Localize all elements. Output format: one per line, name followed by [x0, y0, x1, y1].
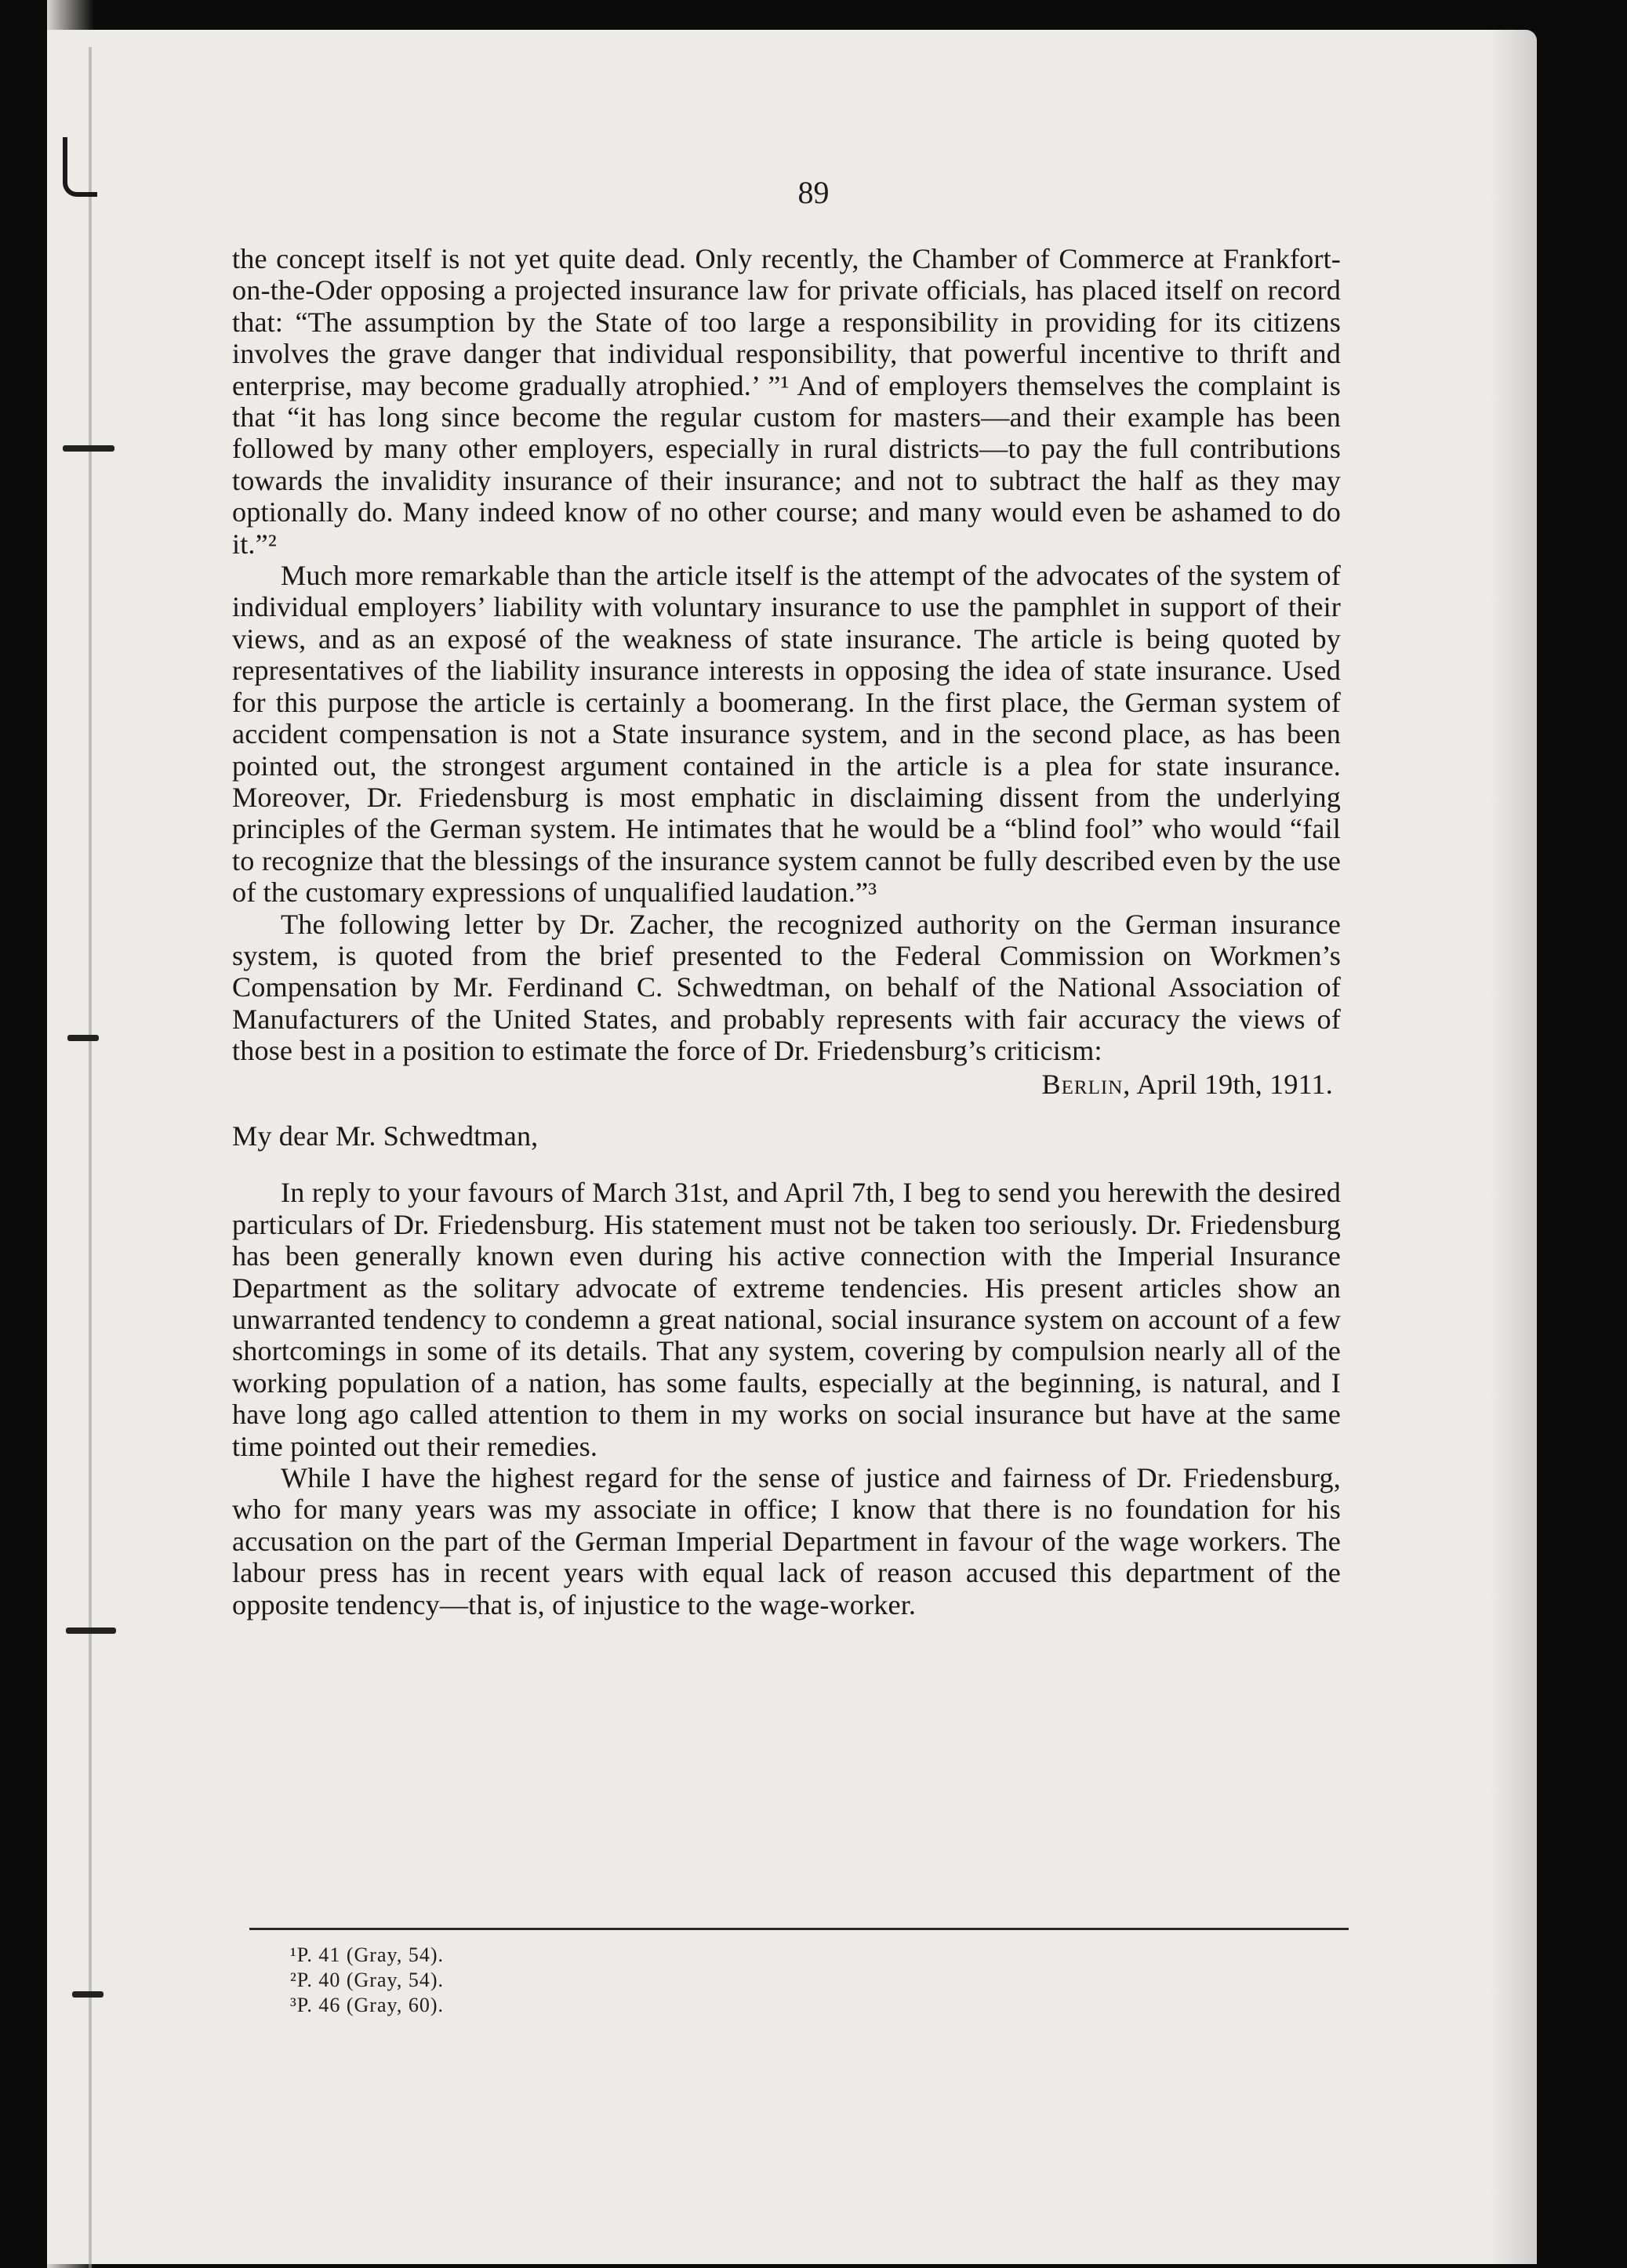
- body-text: [232, 243, 1341, 1620]
- paragraph: Much more remarkable than the article itself is the attempt of the advocates of the system of individual employers’ liability with voluntary insurance to use the pamphlet in support of their views, and as an exposé of the weakness of state insurance. The article is being quoted by representatives of the liability insurance interests in opposing the idea of state insurance. Used for this purpose the article is certainly a boomerang. In the first place, the German system of accident compensation is not a State insurance system, and in the second place, as has been pointed out, the strongest argument contained in the article is a plea for state insurance. Moreover, Dr. Friedensburg is most emphatic in disclaiming dissent from the underlying principles of the German system. He intimates that he would be a “blind fool” who would “fail to recognize that the blessings of the insurance system cannot be fully described even by the use of the customary expressions of unqualified laudation.”³: [232, 560, 1341, 909]
- binding-line: [89, 47, 92, 2268]
- footnote: ¹P. 41 (Gray, 54).: [290, 1943, 444, 1966]
- margin-mark: [63, 445, 114, 452]
- letter-date-text: April 19th, 1911.: [1136, 1068, 1333, 1100]
- letter-paragraph: In reply to your favours of March 31st, and April 7th, I beg to send you herewith the desired particulars of Dr. Friedensburg. His statement must not be taken too seriously. Dr. Friedensburg has been generally known even during his active connection with the Imperial Insurance Department as the solitary advocate of extreme tendencies. His present articles show an unwarranted tendency to condemn a great national, social insurance system on account of a few shortcomings in some of its details. That any system, covering by compulsion nearly all of the working population of a nation, has some faults, especially at the beginning, is natural, and I have long ago called attention to them in my works on social insurance but have at the same time pointed out their remedies.: [232, 1177, 1341, 1462]
- paragraph: The following letter by Dr. Zacher, the recognized authority on the German insurance system, is quoted from the brief presented to the Federal Commission on Workmen’s Compensation by Mr. Ferdinand C. Schwedtman, on behalf of the National Association of Manufacturers of the United States, and probably represents with fair accuracy the views of those best in a position to estimate the force of Dr. Friedensburg’s criticism:: [232, 908, 1341, 1067]
- page-number: 89: [797, 175, 830, 210]
- footnote: ²P. 40 (Gray, 54).: [290, 1969, 444, 1991]
- footnote: ³P. 46 (Gray, 60).: [290, 1994, 444, 2016]
- footnotes: [290, 1943, 444, 2018]
- margin-mark: [72, 1991, 104, 1998]
- paragraph: the concept itself is not yet quite dead. Only recently, the Chamber of Commerce at Frankfort-on-the-Oder opposing a projected insurance law for private officials, has placed itself on record that: “The assumption by the State of too large a responsibility in providing for its citizens involves the grave danger that individual responsibility, that powerful incentive to thrift and enterprise, may become gradually atrophied.’ ”¹ And of employers themselves the complaint is that “it has long since become the regular custom for masters—and their example has been followed by many other employers, especially in rural districts—to pay the full contributions towards the invalidity insurance of their insurance; and not to subtract the half as they may optionally do. Many indeed know of no other course; and many would even be ashamed to do it.”²: [232, 243, 1341, 560]
- margin-mark: [67, 1035, 99, 1041]
- margin-mark: [66, 1628, 116, 1634]
- letter-date: [232, 1069, 1341, 1100]
- letter-salutation: My dear Mr. Schwedtman,: [232, 1119, 539, 1152]
- letter-paragraph: While I have the highest regard for the sense of justice and fairness of Dr. Friedensburg, who for many years was my associate in office; I know that there is no foundation for his accusation on the part of the German Imperial Department in favour of the wage workers. The labour press has in recent years with equal lack of reason accused this department of the opposite tendency—that is, of injustice to the wage-worker.: [232, 1462, 1341, 1620]
- footnote-rule: [249, 1928, 1349, 1930]
- letter-date-place: Berlin,: [1041, 1068, 1131, 1100]
